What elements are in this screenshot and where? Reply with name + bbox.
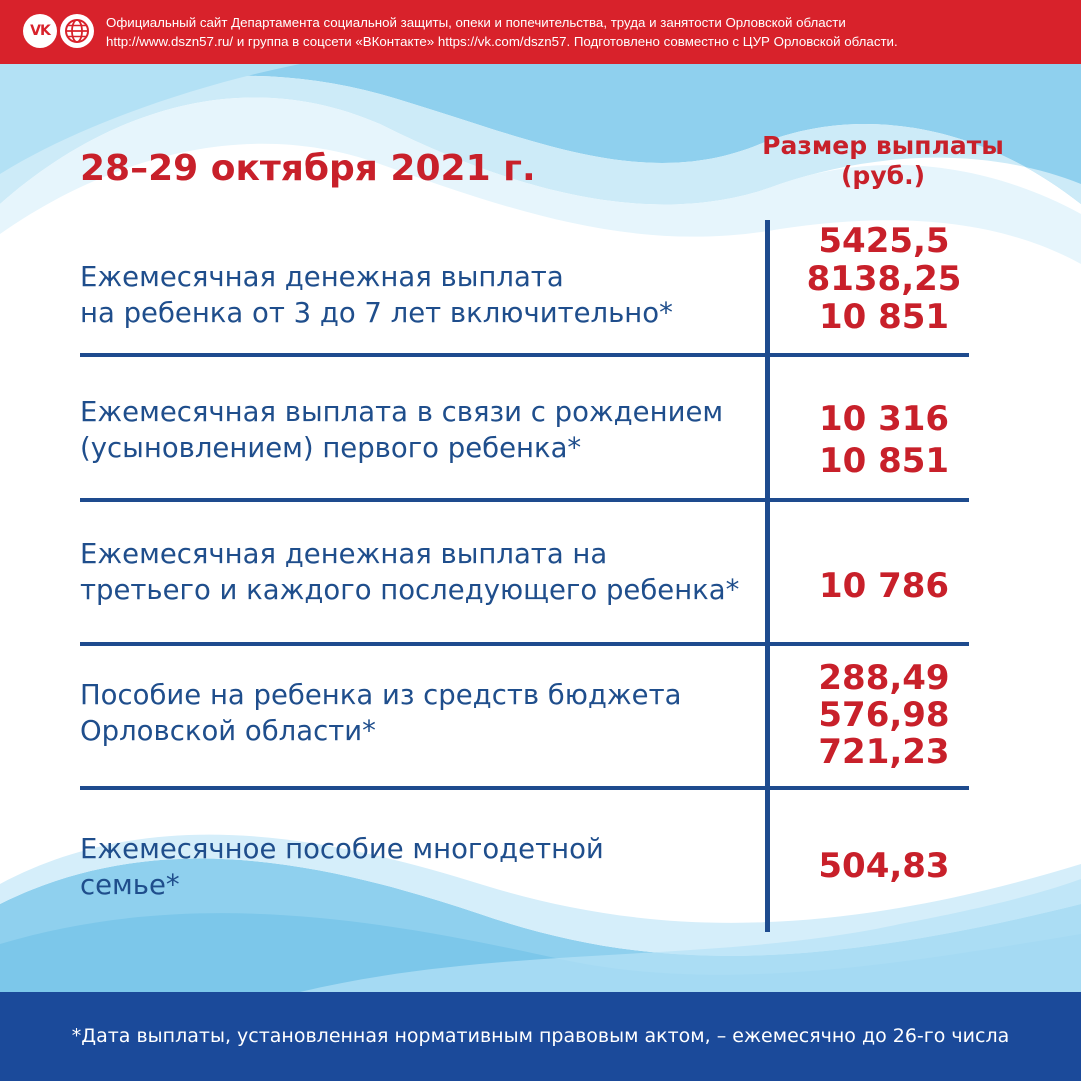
label-line: семье* <box>80 869 180 901</box>
label-line: Ежемесячное пособие многодетной <box>80 833 604 865</box>
banner-line-1: Официальный сайт Департамента социальной защиты, опеки и попечительства, труда и занятости Орловской области <box>106 15 846 30</box>
banner-line-2[interactable]: http://www.dszn57.ru/ и группа в соцсети «ВКонтакте» https://vk.com/dszn57. Подготовлено совместно с ЦУР Орловской области. <box>106 34 898 49</box>
vk-icon-text: VK <box>30 23 50 39</box>
footer-bar <box>0 992 1081 1081</box>
label-line: Ежемесячная денежная выплата <box>80 261 564 293</box>
row-divider <box>80 786 969 790</box>
vk-icon[interactable] <box>23 14 57 48</box>
row-divider <box>80 642 969 646</box>
amount-value: 10 316 <box>818 399 950 439</box>
amount-value: 10 786 <box>818 566 950 606</box>
payment-label-row-1 <box>80 259 673 331</box>
amount-value: 10 851 <box>818 441 950 481</box>
payment-label-row-5 <box>80 831 604 903</box>
banner-text <box>106 13 1071 51</box>
row-divider <box>80 498 969 502</box>
label-line: Орловской области* <box>80 715 376 747</box>
payment-amounts-row-3 <box>776 567 992 605</box>
top-banner <box>0 0 1081 64</box>
amount-value: 288,49 <box>818 658 950 698</box>
payment-label-row-3 <box>80 536 739 608</box>
date-title: 28–29 октября 2021 г. <box>80 148 536 189</box>
label-line: Пособие на ребенка из средств бюджета <box>80 679 682 711</box>
amount-column-unit: (руб.) <box>841 161 925 190</box>
payment-label-row-2 <box>80 394 723 466</box>
label-line: (усыновлением) первого ребенка* <box>80 432 582 464</box>
amount-value: 576,98 <box>818 695 950 735</box>
amount-value: 10 851 <box>818 297 950 337</box>
globe-icon-graphic <box>64 18 90 44</box>
payment-amounts-row-2 <box>776 398 992 482</box>
label-line: на ребенка от 3 до 7 лет включительно* <box>80 297 673 329</box>
amount-value: 504,83 <box>818 846 950 886</box>
globe-icon[interactable] <box>60 14 94 48</box>
payment-amounts-row-4 <box>776 660 992 771</box>
payment-label-row-4 <box>80 677 681 749</box>
payment-amounts-row-5 <box>776 847 992 885</box>
amount-value: 5425,5 <box>818 221 950 261</box>
label-line: третьего и каждого последующего ребенка* <box>80 574 740 606</box>
amount-column-header <box>752 131 1014 191</box>
amount-column-title: Размер выплаты <box>762 131 1004 160</box>
label-line: Ежемесячная денежная выплата на <box>80 538 608 570</box>
column-divider <box>765 220 770 932</box>
amount-value: 8138,25 <box>806 259 962 299</box>
row-divider <box>80 353 969 357</box>
payment-amounts-row-1 <box>776 222 992 336</box>
label-line: Ежемесячная выплата в связи с рождением <box>80 396 724 428</box>
amount-value: 721,23 <box>818 732 950 772</box>
footer-note: *Дата выплаты, установленная нормативным правовым актом, – ежемесячно до 26-го числа <box>71 1025 1010 1047</box>
